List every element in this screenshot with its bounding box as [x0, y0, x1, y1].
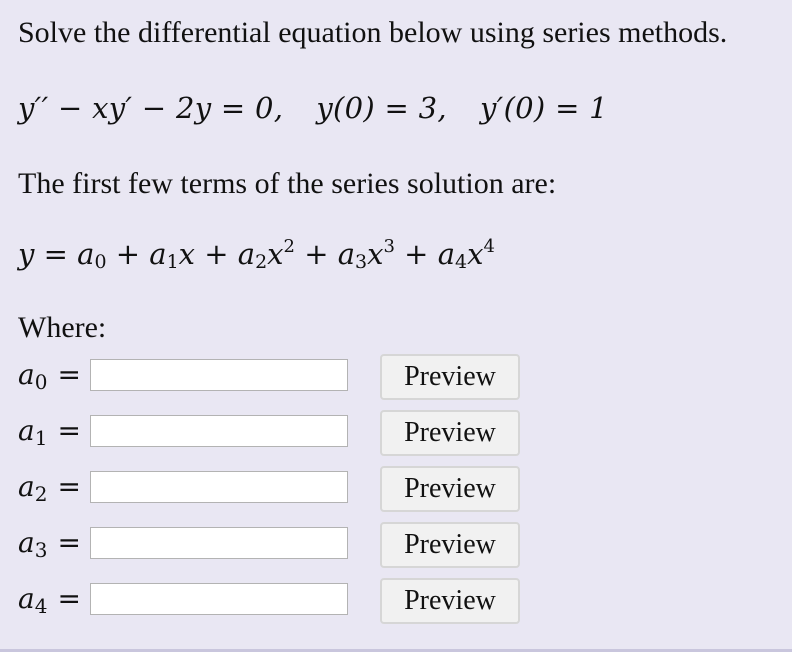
coefficient-row-a4 — [18, 578, 538, 622]
problem-prompt: Solve the differential equation below using series methods. — [18, 16, 728, 49]
coefficient-label-a0: a0 = — [18, 358, 81, 394]
coefficient-row-a2 — [18, 466, 538, 510]
series-plus: + — [115, 237, 141, 271]
coefficient-row-a3 — [18, 522, 538, 566]
coefficient-row-a0 — [18, 354, 538, 398]
series-plus: + — [204, 237, 229, 271]
initial-condition-y0: y(0) = 3, — [316, 91, 447, 125]
series-y: y — [18, 237, 35, 271]
preview-button-a2[interactable]: Preview — [380, 466, 520, 512]
answer-input-a0[interactable] — [90, 359, 348, 391]
differential-equation — [18, 91, 608, 125]
answer-input-a1[interactable] — [90, 415, 348, 447]
series-intro-text: The first few terms of the series solution are: — [18, 167, 557, 200]
series-plus: + — [304, 237, 329, 271]
series-plus: + — [404, 237, 429, 271]
coefficient-label-a2: a2 = — [18, 470, 81, 506]
series-term-a3: $a_3x^3$ — [337, 236, 395, 273]
initial-condition-dy0: y′(0) = 1 — [480, 91, 608, 125]
preview-button-a1[interactable]: Preview — [380, 410, 520, 456]
coefficient-row-a1 — [18, 410, 538, 454]
preview-button-a3[interactable]: Preview — [380, 522, 520, 568]
series-eq: = — [43, 237, 68, 271]
preview-button-a4[interactable]: Preview — [380, 578, 520, 624]
preview-button-a0[interactable]: Preview — [380, 354, 520, 400]
coefficient-label-a4: a4 = — [18, 582, 81, 618]
series-term-a4: $a_4x^4$ — [437, 236, 495, 273]
series-term-a1: $a_1x$ — [149, 237, 196, 273]
equation-main: y′′ − xy′ − 2y = 0, — [18, 91, 284, 125]
series-term-a2: $a_2x^2$ — [237, 236, 295, 273]
coefficient-label-a3: a3 = — [18, 526, 81, 562]
series-term-a0: $a_0$ — [77, 237, 107, 273]
series-expression — [18, 236, 495, 273]
answer-input-a3[interactable] — [90, 527, 348, 559]
where-label: Where: — [18, 311, 107, 344]
answer-input-a2[interactable] — [90, 471, 348, 503]
coefficient-label-a1: a1 = — [18, 414, 81, 450]
answer-input-a4[interactable] — [90, 583, 348, 615]
